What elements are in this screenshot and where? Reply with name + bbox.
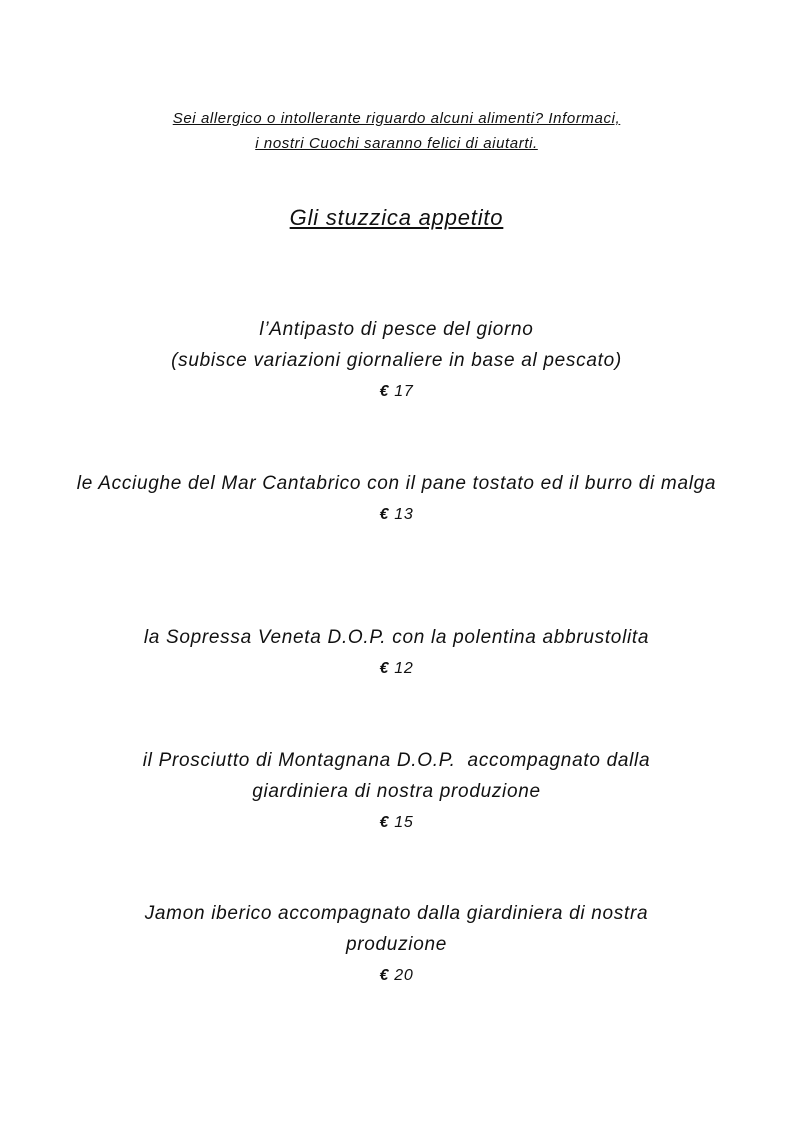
item-name: la Sopressa Veneta D.O.P. con la polentina abbrustolita [143,627,650,648]
item-note: (subisce variazioni giornaliere in base al pescato) [171,350,622,371]
price-value: 12 [394,660,414,677]
item-name: Jamon iberico accompagnato dalla giardiniera di nostra produzione [144,903,649,955]
menu-item [75,468,718,530]
item-name: l’Antipasto di pesce del giorno [259,319,534,340]
currency-symbol: € [379,383,390,400]
menu-item [70,622,723,684]
item-price [70,376,723,407]
item-name: il Prosciutto di Montagnana D.O.P. accompagnato dalla giardiniera di nostra produzione [142,750,657,802]
item-price [70,653,723,684]
price-value: 20 [394,967,414,984]
allergy-notice [0,106,793,156]
menu-item [110,745,683,838]
item-price [110,807,683,838]
menu-item [70,314,723,407]
currency-symbol: € [379,814,390,831]
item-name: le Acciughe del Mar Cantabrico con il pane tostato ed il burro di malga [76,473,717,494]
price-value: 17 [394,383,414,400]
section-title: Gli stuzzica appetito [289,205,504,230]
item-price [75,499,718,530]
currency-symbol: € [379,967,390,984]
allergy-notice-line-1: Sei allergico o intollerante riguardo alcuni alimenti? Informaci, [172,110,621,127]
price-value: 13 [394,506,414,523]
item-price [120,960,673,991]
price-value: 15 [394,814,414,831]
currency-symbol: € [379,506,390,523]
menu-item [120,898,673,991]
allergy-notice-line-2: i nostri Cuochi saranno felici di aiutarti. [255,135,538,152]
currency-symbol: € [379,660,390,677]
